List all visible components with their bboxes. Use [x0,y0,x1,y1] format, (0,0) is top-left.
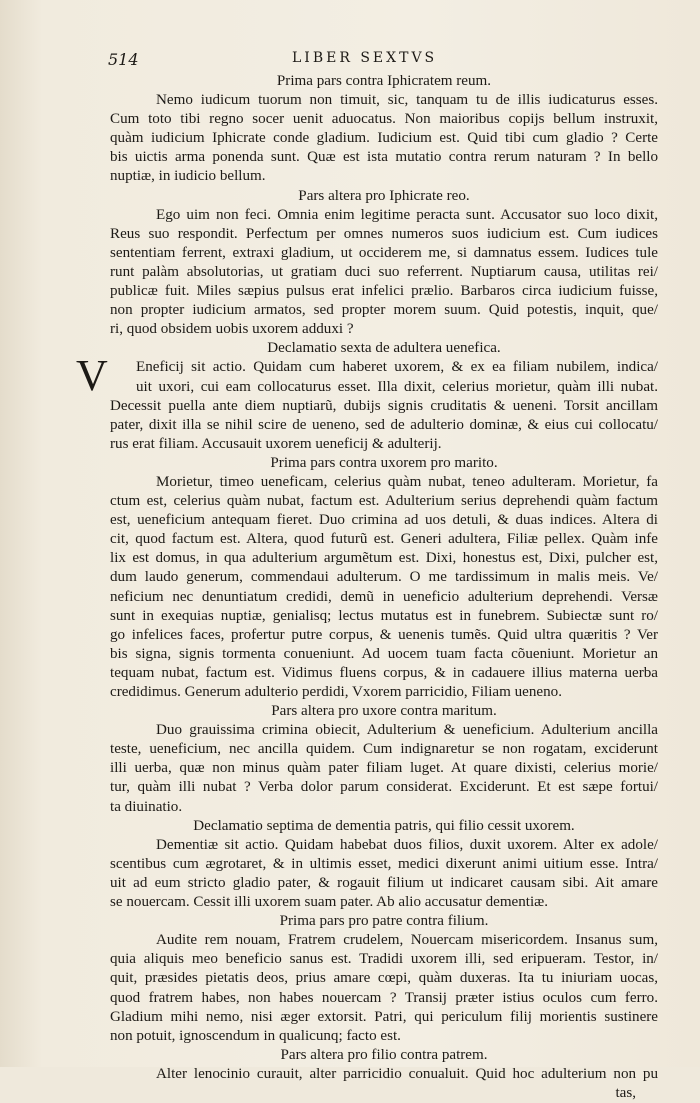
line-text: Pars altera pro uxore contra maritum. [271,703,497,720]
text-line [110,1027,658,1046]
section-heading [110,72,658,91]
text-line [110,416,658,435]
line-text: cit, quod factum est. Altera, quod futurũ est. Generi adultera, Filiæ pellex. Quàm infe [110,531,658,548]
text-line [110,645,658,664]
line-text: rus erat filiam. Accusauit uxorem ueneficij & adulterij. [110,435,442,452]
line-text: Prima pars contra uxorem pro marito. [270,454,498,471]
line-text: Reus suo respondit. Perfectum per omnes numeros suos iudicium est. Cum iudices [110,225,658,242]
line-text: Eneficij sit actio. Quidam cum haberet uxorem, & ex ea filiam nubilem, indica/ [136,359,658,376]
line-text: Duo grauissima crimina obiecit, Adulterium & ueneficium. Adulterium ancilla [156,722,658,739]
line-text: tequam nubat, factum est. Vidimus fluens corpus, & in cadauere illius materna uerba [110,664,658,681]
text-line [110,473,658,492]
line-text: Declamatio sexta de adultera uenefica. [267,340,501,357]
line-text: credidimus. Generum adulterio perdidi, Vxorem parricidio, Filiam ueneno. [110,684,562,700]
text-line [110,397,658,416]
text-line [110,798,658,817]
line-text: Dementiæ sit actio. Quidam habebat duos filios, duxit uxorem. Alter ex adole/ [156,836,658,853]
text-line [110,893,658,912]
text-line [110,263,658,282]
text-line [110,492,658,511]
text-line [110,989,658,1008]
line-text: sunt in exequias nuptiæ, genialisq; lectus mutatus est in funebrem. Subiectæ sunt ro/ [110,607,658,624]
section-heading [110,912,658,931]
line-text: teste, ueneficium, nec ancilla quidem. Cum indignaretur se non rogatam, exciderunt [110,741,658,758]
line-text: Nemo iudicum tuorum non timuit, sic, tanquam tu de illis iudicaturus esses. [156,92,658,109]
line-text: Decessit puella ante diem nuptiarũ, dubijs signis cruditatis & ueneni. Torsit ancillam [110,397,658,414]
text-line [110,110,658,129]
text-line [110,1008,658,1027]
text-line [110,301,658,320]
line-text: nuptiæ, in iudicio bellum. [110,168,266,185]
text-line [110,568,658,587]
line-text: uit ad eum stricto gladio pater, & rogauit filium ut indicaret causam sibi. Ait amare [110,874,658,891]
section-heading [110,702,658,721]
line-text: Prima pars pro patre contra filium. [279,913,489,930]
text-body [76,72,658,1103]
line-text: Alter lenocinio curauit, alter parricidio conualuit. Quid hoc adulterium non pu [156,1065,658,1082]
catchword: tas, [615,1084,636,1101]
text-line [110,588,658,607]
line-text: Cum toto tibi regno socer uenit aduocatus. Non maioribus copijs bellum instruxit, [110,111,658,128]
text-line [110,206,658,225]
line-text: ctum est, celerius quàm nubat, factum est. Adulterium serius deprehendi quàm factum [110,493,658,510]
text-line [110,721,658,740]
line-text: est, ueneficium antequam fieret. Duo crimina ad uos detuli, & duas indices. Altera di [110,512,658,529]
line-text: tur, quàm illi nubat ? Verba dolor parum considerat. Exciderunt. Et est sæpe fortui/ [110,779,658,796]
section-heading [110,339,658,358]
text-line [110,874,658,893]
text-line [110,950,658,969]
line-text: Morietur, timeo ueneficam, celerius quàm nubat, teneo adulteram. Morietur, fa [156,473,658,490]
text-line [110,931,658,950]
line-text: non propter iudicium armatos, sed propter morem suum. Quid potestis, inquit, que/ [110,302,658,319]
line-text: illi uerba, quæ non minus quàm pater filiam luget. At quare dixisti, celerius morie/ [110,760,658,777]
drop-cap-initial: V [76,351,108,401]
line-text: ri, quod obsidem uobis uxorem adduxi ? [110,321,354,338]
line-text: go infelices faces, profertur putre corpus, & uenenis tumẽs. Quid ultra quæritis ? Ver [110,626,658,643]
line-text: bis uictis arma ponenda sunt. Quæ est ista mutatio contra rerum naturam ? In bello [110,149,658,166]
line-text: bis signa, signis tormenta conueniunt. Ad uocem tuam facta cõueniunt. Morietur an [110,645,658,662]
text-line [110,626,658,645]
text-line [110,244,658,263]
section-heading [110,817,658,836]
text-line [110,91,658,110]
text-line [110,855,658,874]
line-text: Audite rem nouam, Fratrem crudelem, Nouercam misericordem. Insanus sum, [156,932,658,949]
text-line [110,836,658,855]
line-text: runt palàm absolutorias, ut gratiam duci suo referrent. Nuptiarum causa, utilitas rei/ [110,263,658,280]
section-heading [110,187,658,206]
text-line [110,511,658,530]
page-header [110,48,658,70]
text-line [110,759,658,778]
line-text: Gladium mihi nemo, nisi æger extorsit. Patri, qui periculum filij morientis sustinere [110,1008,658,1025]
text-line [110,282,658,301]
line-text: Pars altera pro filio contra patrem. [280,1046,488,1063]
line-text: quia aliquis meo beneficio sanus est. Tradidi uxorem illi, sed eripueram. Testor, in/ [110,951,658,968]
text-line [110,969,658,988]
text-line [110,129,658,148]
line-text: scentibus cum ægrotaret, & in ultimis esset, medici dixerunt animi uitium esse. Intra/ [110,855,658,872]
line-text: Declamatio septima de dementia patris, qui filio cessit uxorem. [193,817,575,834]
text-line [110,607,658,626]
line-text: se nouercam. Cessit illi uxorem suam pater. Ab alio accusatur dementiæ. [110,894,549,911]
text-line [110,435,658,454]
line-text: Ego uim non feci. Omnia enim legitime peracta sunt. Accusator suo loco dixit, [156,206,658,223]
line-text: lix est domus, in qua adulterium argumẽtum est. Dixi, honestus est, Dixi, pulcher est, [110,550,658,567]
text-line [110,664,658,683]
text-line [110,320,658,339]
text-line [110,378,658,397]
line-text: non potuit, ignoscendum in qualicunq; facto est. [110,1027,401,1044]
line-text: quàm iudicium Iphicrate conde gladium. Iudicium est. Quid tibi cum gladio ? Certe [110,130,658,147]
text-line [110,225,658,244]
line-text: pater, dixit illa se nihil scire de ueneno, sed de adulterio dominæ, & eius cui collocatu/ [110,416,658,433]
text-line [110,1065,658,1084]
line-text: quod fratrem habes, non habes nouercam ? Transij præter istius oculos cum ferro. [110,989,658,1006]
line-text: neficium nec denuntiatum credidi, demũ in ueneficio adulterium deprehendi. Versæ [110,588,658,605]
line-text: publicæ fuit. Miles sæpius pulsus erat infelici prælio. Barbaros circa iudicium fuisse, [110,283,658,300]
text-line [110,148,658,167]
line-text: dum laudo generum, commendaui adulterum. O me tardissimum in malis meis. Ve/ [110,569,658,586]
text-line [110,740,658,759]
line-text: uit uxori, cui eam collocaturus esset. Illa dixit, celerius morietur, quàm illi nubat. [136,378,658,395]
line-text: quit, præsides pietatis deos, prius amare cœpi, quàm duxeras. Ita tu iniuriam uocas, [110,970,658,987]
text-line [110,549,658,568]
line-text: Pars altera pro Iphicrate reo. [298,187,470,204]
text-line [110,683,658,702]
line-text: ta diuinatio. [110,798,183,815]
running-head: LIBER SEXTVS [292,50,438,66]
text-line [110,530,658,549]
line-text: Prima pars contra Iphicratem reum. [276,73,492,89]
line-text: sententiam ferrent, extraxi gladium, ut occiderem me, si damnatus essem. Iudices tule [110,244,658,261]
page-number: 514 [108,50,139,69]
section-heading [110,1046,658,1065]
text-line [110,778,658,797]
section-heading [110,454,658,473]
text-line [110,167,658,186]
